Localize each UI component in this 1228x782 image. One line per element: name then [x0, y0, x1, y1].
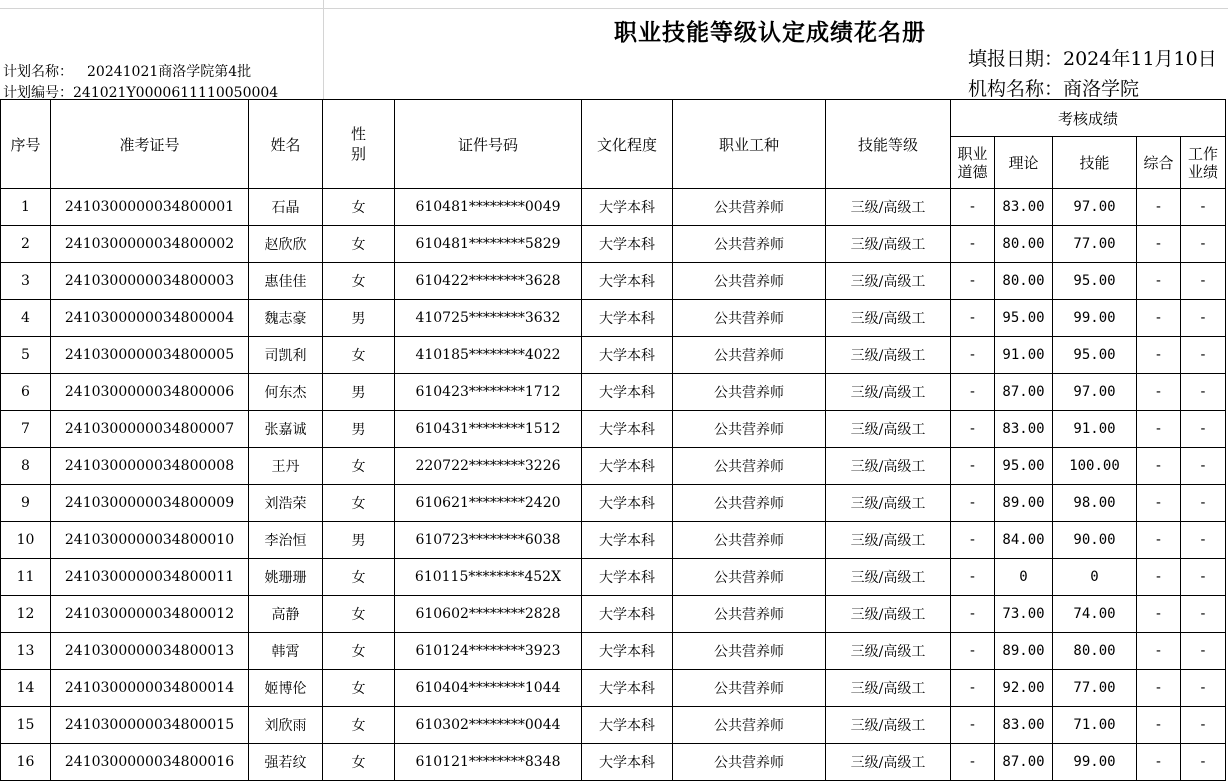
cell-gender[interactable]: 女 [323, 226, 395, 263]
score-table [0, 99, 1226, 781]
cell-id-number[interactable]: 610723********6038 [395, 522, 582, 559]
cell-education[interactable]: 大学本科 [582, 300, 673, 337]
cell-occupation[interactable]: 公共营养师 [673, 744, 826, 781]
cell-seq[interactable]: 13 [1, 633, 51, 670]
cell-theory[interactable]: 95.00 [995, 448, 1053, 485]
cell-skill[interactable]: 90.00 [1053, 522, 1137, 559]
cell-overall[interactable]: - [1137, 670, 1181, 707]
table-row [1, 300, 1226, 337]
cell-exam-id[interactable]: 2410300000034800015 [51, 707, 249, 744]
cell-exam-id[interactable]: 2410300000034800016 [51, 744, 249, 781]
cell-overall[interactable]: - [1137, 300, 1181, 337]
cell-skill[interactable]: 74.00 [1053, 596, 1137, 633]
cell-overall[interactable]: - [1137, 448, 1181, 485]
cell-id-number[interactable]: 410725********3632 [395, 300, 582, 337]
col-header-work-label: 工作业绩 [1187, 144, 1218, 181]
cell-education[interactable]: 大学本科 [582, 596, 673, 633]
cell-work[interactable]: - [1181, 337, 1226, 374]
cell-occupation[interactable]: 公共营养师 [673, 337, 826, 374]
cell-occupation[interactable]: 公共营养师 [673, 485, 826, 522]
cell-exam-id[interactable]: 2410300000034800002 [51, 226, 249, 263]
cell-gender[interactable]: 女 [323, 596, 395, 633]
cell-skill[interactable]: 71.00 [1053, 707, 1137, 744]
cell-work[interactable]: - [1181, 189, 1226, 226]
cell-skill[interactable]: 91.00 [1053, 411, 1137, 448]
cell-level[interactable]: 三级/高级工 [826, 633, 951, 670]
col-header-theory[interactable]: 理论 [995, 137, 1053, 189]
cell-level[interactable]: 三级/高级工 [826, 337, 951, 374]
cell-education[interactable]: 大学本科 [582, 448, 673, 485]
cell-name[interactable]: 强若纹 [249, 744, 323, 781]
cell-theory[interactable]: 95.00 [995, 300, 1053, 337]
cell-work[interactable]: - [1181, 226, 1226, 263]
cell-exam-id[interactable]: 2410300000034800014 [51, 670, 249, 707]
cell-theory[interactable]: 80.00 [995, 263, 1053, 300]
cell-level[interactable]: 三级/高级工 [826, 189, 951, 226]
cell-theory[interactable]: 80.00 [995, 226, 1053, 263]
cell-overall[interactable]: - [1137, 485, 1181, 522]
cell-level[interactable]: 三级/高级工 [826, 744, 951, 781]
cell-id-number[interactable]: 610302********0044 [395, 707, 582, 744]
cell-id-number[interactable]: 610602********2828 [395, 596, 582, 633]
cell-gender[interactable]: 男 [323, 374, 395, 411]
cell-theory[interactable]: 87.00 [995, 744, 1053, 781]
cell-ethics[interactable]: - [951, 226, 995, 263]
table-row [1, 226, 1226, 263]
cell-name[interactable]: 魏志豪 [249, 300, 323, 337]
cell-ethics[interactable]: - [951, 448, 995, 485]
cell-work[interactable]: - [1181, 448, 1226, 485]
cell-ethics[interactable]: - [951, 337, 995, 374]
table-row [1, 263, 1226, 300]
cell-education[interactable]: 大学本科 [582, 263, 673, 300]
cell-id-number[interactable]: 610422********3628 [395, 263, 582, 300]
cell-seq[interactable]: 7 [1, 411, 51, 448]
cell-occupation[interactable]: 公共营养师 [673, 596, 826, 633]
cell-skill[interactable]: 100.00 [1053, 448, 1137, 485]
cell-seq[interactable]: 9 [1, 485, 51, 522]
cell-seq[interactable]: 10 [1, 522, 51, 559]
col-header-ethics[interactable] [951, 137, 995, 189]
table-row [1, 559, 1226, 596]
table-row [1, 670, 1226, 707]
cell-exam-id[interactable]: 2410300000034800003 [51, 263, 249, 300]
cell-level[interactable]: 三级/高级工 [826, 263, 951, 300]
table-row [1, 448, 1226, 485]
table-row [1, 374, 1226, 411]
cell-id-number[interactable]: 610423********1712 [395, 374, 582, 411]
cell-gender[interactable]: 女 [323, 189, 395, 226]
cell-id-number[interactable]: 610115********452X [395, 559, 582, 596]
cell-exam-id[interactable]: 2410300000034800004 [51, 300, 249, 337]
cell-education[interactable]: 大学本科 [582, 374, 673, 411]
cell-id-number[interactable]: 610121********8348 [395, 744, 582, 781]
plan-name [3, 61, 251, 81]
cell-work[interactable]: - [1181, 670, 1226, 707]
cell-level[interactable]: 三级/高级工 [826, 596, 951, 633]
cell-gender[interactable]: 男 [323, 300, 395, 337]
plan-name-value: 20241021商洛学院第4批 [87, 64, 252, 80]
cell-overall[interactable]: - [1137, 263, 1181, 300]
cell-gender[interactable]: 女 [323, 707, 395, 744]
cell-level[interactable]: 三级/高级工 [826, 374, 951, 411]
cell-level[interactable]: 三级/高级工 [826, 559, 951, 596]
col-header-gender-label: 性别 [350, 125, 366, 163]
cell-theory[interactable]: 87.00 [995, 374, 1053, 411]
cell-skill[interactable]: 98.00 [1053, 485, 1137, 522]
table-row [1, 707, 1226, 744]
cell-seq[interactable]: 15 [1, 707, 51, 744]
cell-level[interactable]: 三级/高级工 [826, 485, 951, 522]
cell-overall[interactable]: - [1137, 411, 1181, 448]
cell-skill[interactable]: 97.00 [1053, 374, 1137, 411]
cell-gender[interactable]: 女 [323, 337, 395, 374]
cell-id-number[interactable]: 610431********1512 [395, 411, 582, 448]
cell-name[interactable]: 何东杰 [249, 374, 323, 411]
cell-education[interactable]: 大学本科 [582, 189, 673, 226]
cell-seq[interactable]: 3 [1, 263, 51, 300]
table-body [1, 189, 1226, 781]
cell-skill[interactable]: 97.00 [1053, 189, 1137, 226]
table-row [1, 189, 1226, 226]
cell-exam-id[interactable]: 2410300000034800010 [51, 522, 249, 559]
col-header-id-number[interactable]: 证件号码 [395, 100, 582, 189]
col-header-occupation[interactable]: 职业工种 [673, 100, 826, 189]
cell-gender[interactable]: 女 [323, 670, 395, 707]
cell-seq[interactable]: 1 [1, 189, 51, 226]
report-date: 填报日期：2024年11月10日 [968, 48, 1217, 70]
cell-level[interactable]: 三级/高级工 [826, 411, 951, 448]
table-row [1, 744, 1226, 781]
org-name: 机构名称：商洛学院 [968, 78, 1140, 100]
cell-id-number[interactable]: 610124********3923 [395, 633, 582, 670]
cell-gender[interactable]: 女 [323, 448, 395, 485]
plan-name-label: 计划名称： [3, 64, 73, 80]
cell-ethics[interactable]: - [951, 522, 995, 559]
cell-theory[interactable]: 83.00 [995, 707, 1053, 744]
header-gridline [323, 0, 324, 100]
cell-overall[interactable]: - [1137, 226, 1181, 263]
cell-education[interactable]: 大学本科 [582, 337, 673, 374]
col-header-name[interactable]: 姓名 [249, 100, 323, 189]
cell-education[interactable]: 大学本科 [582, 226, 673, 263]
cell-work[interactable]: - [1181, 300, 1226, 337]
cell-exam-id[interactable]: 2410300000034800012 [51, 596, 249, 633]
cell-exam-id[interactable]: 2410300000034800011 [51, 559, 249, 596]
cell-name[interactable]: 姬博伦 [249, 670, 323, 707]
cell-exam-id[interactable]: 2410300000034800001 [51, 189, 249, 226]
cell-level[interactable]: 三级/高级工 [826, 670, 951, 707]
cell-seq[interactable]: 16 [1, 744, 51, 781]
table-row [1, 337, 1226, 374]
cell-gender[interactable]: 女 [323, 263, 395, 300]
cell-name[interactable]: 司凯利 [249, 337, 323, 374]
cell-seq[interactable]: 8 [1, 448, 51, 485]
cell-name[interactable]: 赵欣欣 [249, 226, 323, 263]
cell-id-number[interactable]: 220722********3226 [395, 448, 582, 485]
cell-overall[interactable]: - [1137, 559, 1181, 596]
cell-skill[interactable]: 95.00 [1053, 263, 1137, 300]
cell-theory[interactable]: 83.00 [995, 411, 1053, 448]
cell-occupation[interactable]: 公共营养师 [673, 633, 826, 670]
cell-education[interactable]: 大学本科 [582, 744, 673, 781]
col-header-work[interactable] [1181, 137, 1226, 189]
cell-seq[interactable]: 11 [1, 559, 51, 596]
cell-level[interactable]: 三级/高级工 [826, 448, 951, 485]
cell-ethics[interactable]: - [951, 744, 995, 781]
cell-overall[interactable]: - [1137, 633, 1181, 670]
cell-work[interactable]: - [1181, 559, 1226, 596]
cell-education[interactable]: 大学本科 [582, 707, 673, 744]
cell-theory[interactable]: 73.00 [995, 596, 1053, 633]
cell-name[interactable]: 惠佳佳 [249, 263, 323, 300]
cell-education[interactable]: 大学本科 [582, 559, 673, 596]
cell-seq[interactable]: 2 [1, 226, 51, 263]
cell-name[interactable]: 姚珊珊 [249, 559, 323, 596]
col-header-seq[interactable]: 序号 [1, 100, 51, 189]
cell-name[interactable]: 刘浩荣 [249, 485, 323, 522]
cell-gender[interactable]: 女 [323, 633, 395, 670]
cell-exam-id[interactable]: 2410300000034800009 [51, 485, 249, 522]
cell-occupation[interactable]: 公共营养师 [673, 189, 826, 226]
cell-name[interactable]: 石晶 [249, 189, 323, 226]
cell-ethics[interactable]: - [951, 374, 995, 411]
cell-occupation[interactable]: 公共营养师 [673, 707, 826, 744]
cell-work[interactable]: - [1181, 522, 1226, 559]
cell-skill[interactable]: 80.00 [1053, 633, 1137, 670]
cell-ethics[interactable]: - [951, 633, 995, 670]
table-row [1, 411, 1226, 448]
plan-code-value: 241021Y0000611110050004 [73, 85, 279, 101]
cell-work[interactable]: - [1181, 411, 1226, 448]
cell-exam-id[interactable]: 2410300000034800007 [51, 411, 249, 448]
cell-seq[interactable]: 5 [1, 337, 51, 374]
cell-name[interactable]: 王丹 [249, 448, 323, 485]
cell-work[interactable]: - [1181, 707, 1226, 744]
cell-overall[interactable]: - [1137, 596, 1181, 633]
cell-skill[interactable]: 95.00 [1053, 337, 1137, 374]
cell-ethics[interactable]: - [951, 263, 995, 300]
cell-seq[interactable]: 14 [1, 670, 51, 707]
cell-overall[interactable]: - [1137, 522, 1181, 559]
cell-skill[interactable]: 77.00 [1053, 670, 1137, 707]
cell-work[interactable]: - [1181, 485, 1226, 522]
cell-work[interactable]: - [1181, 596, 1226, 633]
cell-level[interactable]: 三级/高级工 [826, 300, 951, 337]
cell-ethics[interactable]: - [951, 300, 995, 337]
cell-gender[interactable]: 男 [323, 522, 395, 559]
cell-ethics[interactable]: - [951, 596, 995, 633]
cell-exam-id[interactable]: 2410300000034800005 [51, 337, 249, 374]
cell-ethics[interactable]: - [951, 189, 995, 226]
col-header-skill[interactable]: 技能 [1053, 137, 1137, 189]
cell-overall[interactable]: - [1137, 744, 1181, 781]
cell-id-number[interactable]: 610481********0049 [395, 189, 582, 226]
cell-level[interactable]: 三级/高级工 [826, 707, 951, 744]
cell-id-number[interactable]: 610621********2420 [395, 485, 582, 522]
cell-theory[interactable]: 0 [995, 559, 1053, 596]
cell-work[interactable]: - [1181, 263, 1226, 300]
sheet-header [0, 0, 1228, 100]
cell-education[interactable]: 大学本科 [582, 633, 673, 670]
cell-theory[interactable]: 89.00 [995, 633, 1053, 670]
table-row [1, 633, 1226, 670]
cell-name[interactable]: 刘欣雨 [249, 707, 323, 744]
cell-ethics[interactable]: - [951, 707, 995, 744]
cell-ethics[interactable]: - [951, 670, 995, 707]
cell-name[interactable]: 高静 [249, 596, 323, 633]
cell-seq[interactable]: 6 [1, 374, 51, 411]
cell-skill[interactable]: 0 [1053, 559, 1137, 596]
cell-theory[interactable]: 91.00 [995, 337, 1053, 374]
cell-work[interactable]: - [1181, 744, 1226, 781]
col-header-education[interactable]: 文化程度 [582, 100, 673, 189]
cell-theory[interactable]: 89.00 [995, 485, 1053, 522]
cell-occupation[interactable]: 公共营养师 [673, 670, 826, 707]
cell-occupation[interactable]: 公共营养师 [673, 226, 826, 263]
cell-occupation[interactable]: 公共营养师 [673, 374, 826, 411]
cell-theory[interactable]: 83.00 [995, 189, 1053, 226]
cell-overall[interactable]: - [1137, 189, 1181, 226]
cell-education[interactable]: 大学本科 [582, 485, 673, 522]
cell-gender[interactable]: 女 [323, 744, 395, 781]
cell-skill[interactable]: 99.00 [1053, 300, 1137, 337]
cell-education[interactable]: 大学本科 [582, 522, 673, 559]
col-header-overall[interactable]: 综合 [1137, 137, 1181, 189]
col-header-level[interactable]: 技能等级 [826, 100, 951, 189]
cell-education[interactable]: 大学本科 [582, 670, 673, 707]
cell-work[interactable]: - [1181, 633, 1226, 670]
page-title: 职业技能等级认定成绩花名册 [614, 19, 926, 46]
cell-occupation[interactable]: 公共营养师 [673, 300, 826, 337]
cell-exam-id[interactable]: 2410300000034800006 [51, 374, 249, 411]
cell-education[interactable]: 大学本科 [582, 411, 673, 448]
cell-theory[interactable]: 84.00 [995, 522, 1053, 559]
plan-code-label: 计划编号： [3, 85, 73, 101]
cell-gender[interactable]: 女 [323, 559, 395, 596]
cell-theory[interactable]: 92.00 [995, 670, 1053, 707]
cell-level[interactable]: 三级/高级工 [826, 522, 951, 559]
cell-overall[interactable]: - [1137, 337, 1181, 374]
cell-name[interactable]: 韩霄 [249, 633, 323, 670]
cell-work[interactable]: - [1181, 374, 1226, 411]
cell-occupation[interactable]: 公共营养师 [673, 559, 826, 596]
cell-exam-id[interactable]: 2410300000034800008 [51, 448, 249, 485]
cell-overall[interactable]: - [1137, 707, 1181, 744]
table-row [1, 596, 1226, 633]
cell-occupation[interactable]: 公共营养师 [673, 263, 826, 300]
cell-id-number[interactable]: 610481********5829 [395, 226, 582, 263]
col-header-gender[interactable] [323, 100, 395, 189]
cell-seq[interactable]: 4 [1, 300, 51, 337]
cell-gender[interactable]: 男 [323, 411, 395, 448]
cell-skill[interactable]: 99.00 [1053, 744, 1137, 781]
cell-occupation[interactable]: 公共营养师 [673, 448, 826, 485]
header-gridline [0, 8, 1228, 9]
table-row [1, 485, 1226, 522]
cell-occupation[interactable]: 公共营养师 [673, 411, 826, 448]
table-row [1, 522, 1226, 559]
cell-ethics[interactable]: - [951, 485, 995, 522]
cell-exam-id[interactable]: 2410300000034800013 [51, 633, 249, 670]
cell-name[interactable]: 李治恒 [249, 522, 323, 559]
col-header-ethics-label: 职业道德 [957, 144, 988, 181]
cell-overall[interactable]: - [1137, 374, 1181, 411]
col-header-scores-group[interactable]: 考核成绩 [951, 100, 1226, 137]
cell-id-number[interactable]: 410185********4022 [395, 337, 582, 374]
cell-seq[interactable]: 12 [1, 596, 51, 633]
cell-occupation[interactable]: 公共营养师 [673, 522, 826, 559]
cell-name[interactable]: 张嘉诚 [249, 411, 323, 448]
cell-id-number[interactable]: 610404********1044 [395, 670, 582, 707]
cell-skill[interactable]: 77.00 [1053, 226, 1137, 263]
cell-gender[interactable]: 女 [323, 485, 395, 522]
cell-level[interactable]: 三级/高级工 [826, 226, 951, 263]
cell-ethics[interactable]: - [951, 559, 995, 596]
col-header-exam-id[interactable]: 准考证号 [51, 100, 249, 189]
cell-ethics[interactable]: - [951, 411, 995, 448]
